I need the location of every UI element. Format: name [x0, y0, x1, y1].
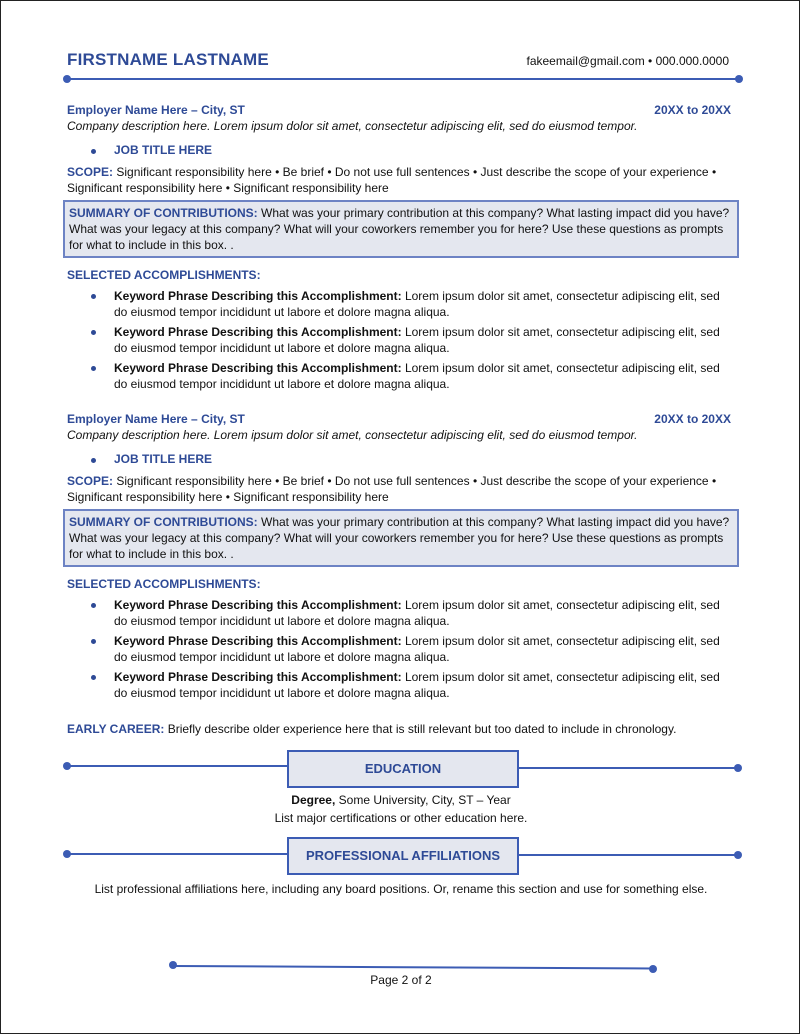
- certifications-line: List major certifications or other education here.: [274, 811, 528, 825]
- accomplishment-item: [67, 324, 731, 356]
- accomplishment-item: [67, 633, 731, 665]
- bullet-icon: [91, 458, 96, 463]
- accomplishment-text: Lorem ipsum dolor sit amet, consectetur adipiscing elit, sed do eiusmod tempor incididunt ut labore et dolore magna aliqua.: [114, 634, 720, 664]
- bullet-icon: [91, 294, 96, 299]
- contact-info: fakeemail@gmail.com • 000.000.0000: [526, 54, 729, 68]
- degree-label: Degree,: [291, 793, 336, 807]
- accomplishment-keyword: Keyword Phrase Describing this Accomplishment:: [114, 598, 402, 612]
- education-rule-right-dot: [734, 764, 742, 772]
- job-title: [67, 143, 731, 163]
- scope-label: SCOPE:: [67, 165, 114, 179]
- accomplishment-text: Lorem ipsum dolor sit amet, consectetur adipiscing elit, sed do eiusmod tempor incididunt ut labore et dolore magna aliqua.: [114, 361, 720, 391]
- summary-text: What was your primary contribution at this company? What lasting impact did you have? What was your legacy at this company? What will your coworkers remember you for here? Use these questions as prompts for what to include in this box. .: [69, 206, 730, 252]
- bullet-icon: [91, 330, 96, 335]
- bullet-icon: [91, 603, 96, 608]
- accomplishment-keyword: Keyword Phrase Describing this Accomplishment:: [114, 325, 402, 339]
- footer-rule-left-dot: [169, 961, 177, 969]
- education-rule-left-dot: [63, 762, 71, 770]
- job-header: [67, 412, 731, 428]
- summary-label: SUMMARY OF CONTRIBUTIONS:: [69, 515, 258, 529]
- job-entry-2: [67, 412, 731, 701]
- company-description: Company description here. Lorem ipsum dolor sit amet, consectetur adipiscing elit, sed do eiusmod tempor.: [67, 428, 638, 442]
- affiliations-rule-right: [519, 854, 739, 856]
- early-career-text: Briefly describe older experience here that is still relevant but too dated to include in chronology.: [164, 722, 677, 736]
- job-dates: 20XX to 20XX: [654, 103, 731, 117]
- job-title: [67, 452, 731, 472]
- company-description: Company description here. Lorem ipsum dolor sit amet, consectetur adipiscing elit, sed do eiusmod tempor.: [67, 119, 638, 133]
- affiliations-heading: PROFESSIONAL AFFILIATIONS: [287, 837, 519, 875]
- accomplishment-item: [67, 669, 731, 701]
- early-career: [67, 722, 737, 736]
- employer-name: Employer Name Here – City, ST: [67, 103, 245, 117]
- accomplishment-keyword: Keyword Phrase Describing this Accomplishment:: [114, 670, 402, 684]
- job-entry-1: [67, 103, 731, 392]
- education-rule-left: [67, 765, 287, 767]
- accomplishment-item: [67, 597, 731, 629]
- scope-text: Significant responsibility here • Be brief • Do not use full sentences • Just describe the scope of your experience • Significant responsibility here • Significant responsibility here: [67, 474, 717, 504]
- job-title-text: JOB TITLE HERE: [114, 143, 213, 157]
- scope-label: SCOPE:: [67, 474, 114, 488]
- scope-paragraph: [67, 164, 731, 196]
- accomplishment-text: Lorem ipsum dolor sit amet, consectetur adipiscing elit, sed do eiusmod tempor incididunt ut labore et dolore magna aliqua.: [114, 598, 720, 628]
- scope-paragraph: [67, 473, 731, 505]
- job-dates: 20XX to 20XX: [654, 412, 731, 426]
- header-rule: [67, 78, 739, 80]
- affiliations-rule-right-dot: [734, 851, 742, 859]
- education-rule-right: [519, 767, 739, 769]
- affiliations-rule-left-dot: [63, 850, 71, 858]
- education-heading: EDUCATION: [287, 750, 519, 788]
- bullet-icon: [91, 366, 96, 371]
- employer-name: Employer Name Here – City, ST: [67, 412, 245, 426]
- accomplishment-text: Lorem ipsum dolor sit amet, consectetur adipiscing elit, sed do eiusmod tempor incididunt ut labore et dolore magna aliqua.: [114, 325, 720, 355]
- accomplishment-keyword: Keyword Phrase Describing this Accomplishment:: [114, 361, 402, 375]
- affiliations-text: List professional affiliations here, including any board positions. Or, rename this section and use for something else.: [94, 882, 708, 896]
- early-career-label: EARLY CAREER:: [67, 722, 165, 736]
- bullet-icon: [91, 675, 96, 680]
- accomplishments-heading: SELECTED ACCOMPLISHMENTS:: [67, 577, 261, 591]
- footer-rule: [173, 965, 653, 970]
- bullet-icon: [91, 639, 96, 644]
- job-title-text: JOB TITLE HERE: [114, 452, 213, 466]
- accomplishment-keyword: Keyword Phrase Describing this Accomplishment:: [114, 634, 402, 648]
- summary-label: SUMMARY OF CONTRIBUTIONS:: [69, 206, 258, 220]
- summary-text: What was your primary contribution at this company? What lasting impact did you have? What was your legacy at this company? What will your coworkers remember you for here? Use these questions as prompts for what to include in this box. .: [69, 515, 730, 561]
- accomplishment-keyword: Keyword Phrase Describing this Accomplishment:: [114, 289, 402, 303]
- candidate-name: FIRSTNAME LASTNAME: [67, 50, 269, 69]
- accomplishment-text: Lorem ipsum dolor sit amet, consectetur adipiscing elit, sed do eiusmod tempor incididunt ut labore et dolore magna aliqua.: [114, 289, 720, 319]
- job-header: [67, 103, 731, 119]
- affiliations-rule-left: [67, 853, 287, 855]
- footer-rule-right-dot: [649, 965, 657, 973]
- bullet-icon: [91, 149, 96, 154]
- summary-of-contributions-box: [63, 200, 739, 258]
- education-degree-line: [1, 793, 800, 807]
- accomplishment-item: [67, 360, 731, 392]
- scope-text: Significant responsibility here • Be brief • Do not use full sentences • Just describe the scope of your experience • Significant responsibility here • Significant responsibility here: [67, 165, 717, 195]
- accomplishments-heading: SELECTED ACCOMPLISHMENTS:: [67, 268, 261, 282]
- summary-of-contributions-box: [63, 509, 739, 567]
- accomplishment-text: Lorem ipsum dolor sit amet, consectetur adipiscing elit, sed do eiusmod tempor incididunt ut labore et dolore magna aliqua.: [114, 670, 720, 700]
- page-number: Page 2 of 2: [370, 973, 432, 987]
- header-rule-right-dot: [735, 75, 743, 83]
- degree-school: Some University, City, ST – Year: [335, 793, 511, 807]
- header-rule-left-dot: [63, 75, 71, 83]
- accomplishment-item: [67, 288, 731, 320]
